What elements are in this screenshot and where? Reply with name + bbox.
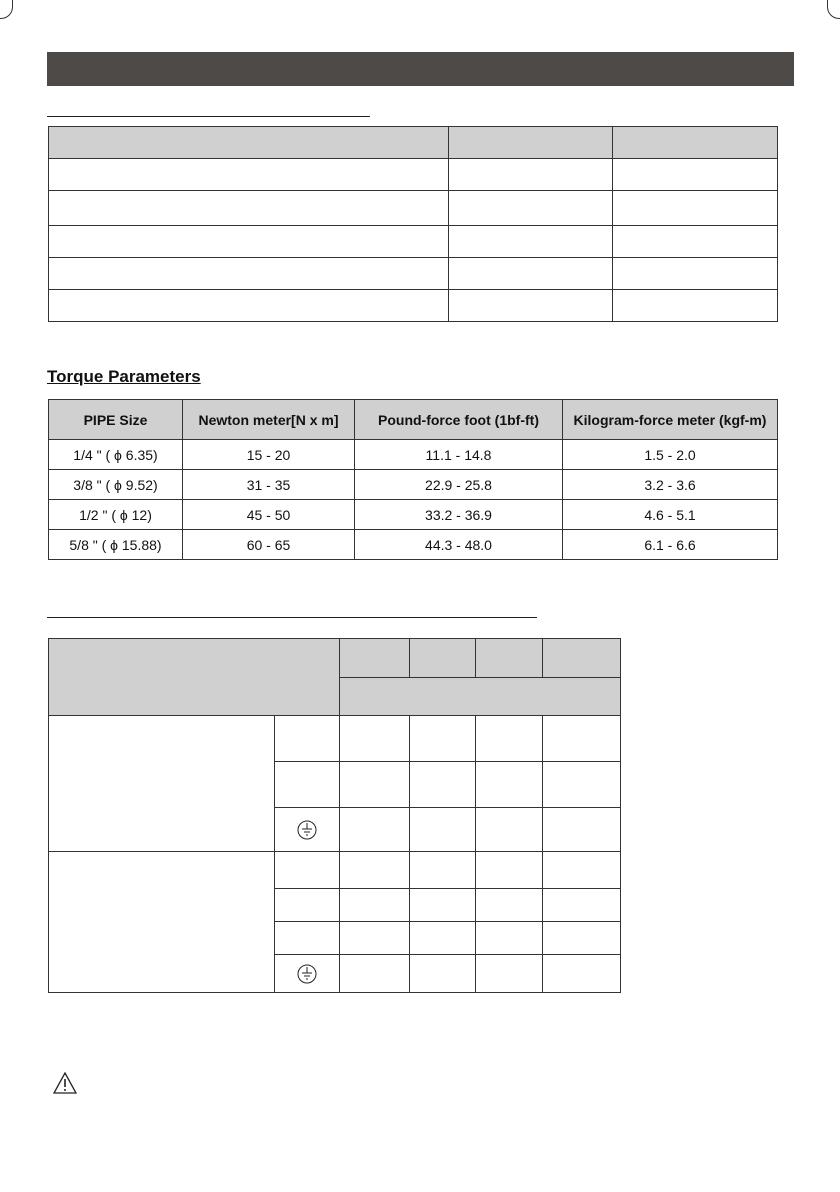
table-header-row xyxy=(49,400,778,440)
kilogram-force-cell: 3.2 - 3.6 xyxy=(563,470,778,500)
pound-force-cell: 33.2 - 36.9 xyxy=(355,500,563,530)
pound-force-cell: 22.9 - 25.8 xyxy=(355,470,563,500)
pound-force-header: Pound-force foot (1bf-ft) xyxy=(355,400,563,440)
pipe-size-header: PIPE Size xyxy=(49,400,183,440)
newton-meter-cell: 31 - 35 xyxy=(183,470,355,500)
table-header-row xyxy=(49,127,778,159)
table-row xyxy=(49,470,778,500)
newton-meter-cell: 45 - 50 xyxy=(183,500,355,530)
pound-force-cell: 44.3 - 48.0 xyxy=(355,530,563,560)
torque-table xyxy=(48,399,778,560)
wiring-heading-underline xyxy=(47,617,537,618)
pipe-size-cell: 3/8 " ( ϕ 9.52) xyxy=(49,470,183,500)
table-row xyxy=(49,226,778,258)
kilogram-force-cell: 6.1 - 6.6 xyxy=(563,530,778,560)
warning-triangle-icon xyxy=(53,1072,77,1094)
newton-meter-header: Newton meter[N x m] xyxy=(183,400,355,440)
wiring-table xyxy=(48,638,621,993)
crop-mark-right xyxy=(827,0,840,19)
table-row xyxy=(49,191,778,226)
ground-symbol-icon xyxy=(297,964,317,984)
crop-mark-left xyxy=(0,0,13,19)
table-row xyxy=(49,716,621,762)
table-row xyxy=(49,258,778,290)
table-row xyxy=(49,530,778,560)
table-row xyxy=(49,500,778,530)
spec-heading-underline xyxy=(47,116,370,117)
torque-section-title: Torque Parameters xyxy=(47,367,201,386)
pipe-size-cell: 5/8 " ( ϕ 15.88) xyxy=(49,530,183,560)
table-row xyxy=(49,440,778,470)
table-row xyxy=(49,852,621,889)
newton-meter-cell: 15 - 20 xyxy=(183,440,355,470)
table-header-row xyxy=(49,639,621,678)
pound-force-cell: 11.1 - 14.8 xyxy=(355,440,563,470)
newton-meter-cell: 60 - 65 xyxy=(183,530,355,560)
kilogram-force-cell: 1.5 - 2.0 xyxy=(563,440,778,470)
section-banner xyxy=(47,52,794,86)
specification-table xyxy=(48,126,778,322)
kilogram-force-cell: 4.6 - 5.1 xyxy=(563,500,778,530)
table-row xyxy=(49,290,778,322)
pipe-size-cell: 1/4 " ( ϕ 6.35) xyxy=(49,440,183,470)
ground-symbol-icon xyxy=(297,820,317,840)
pipe-size-cell: 1/2 " ( ϕ 12) xyxy=(49,500,183,530)
table-row xyxy=(49,159,778,191)
kilogram-force-header: Kilogram-force meter (kgf-m) xyxy=(563,400,778,440)
